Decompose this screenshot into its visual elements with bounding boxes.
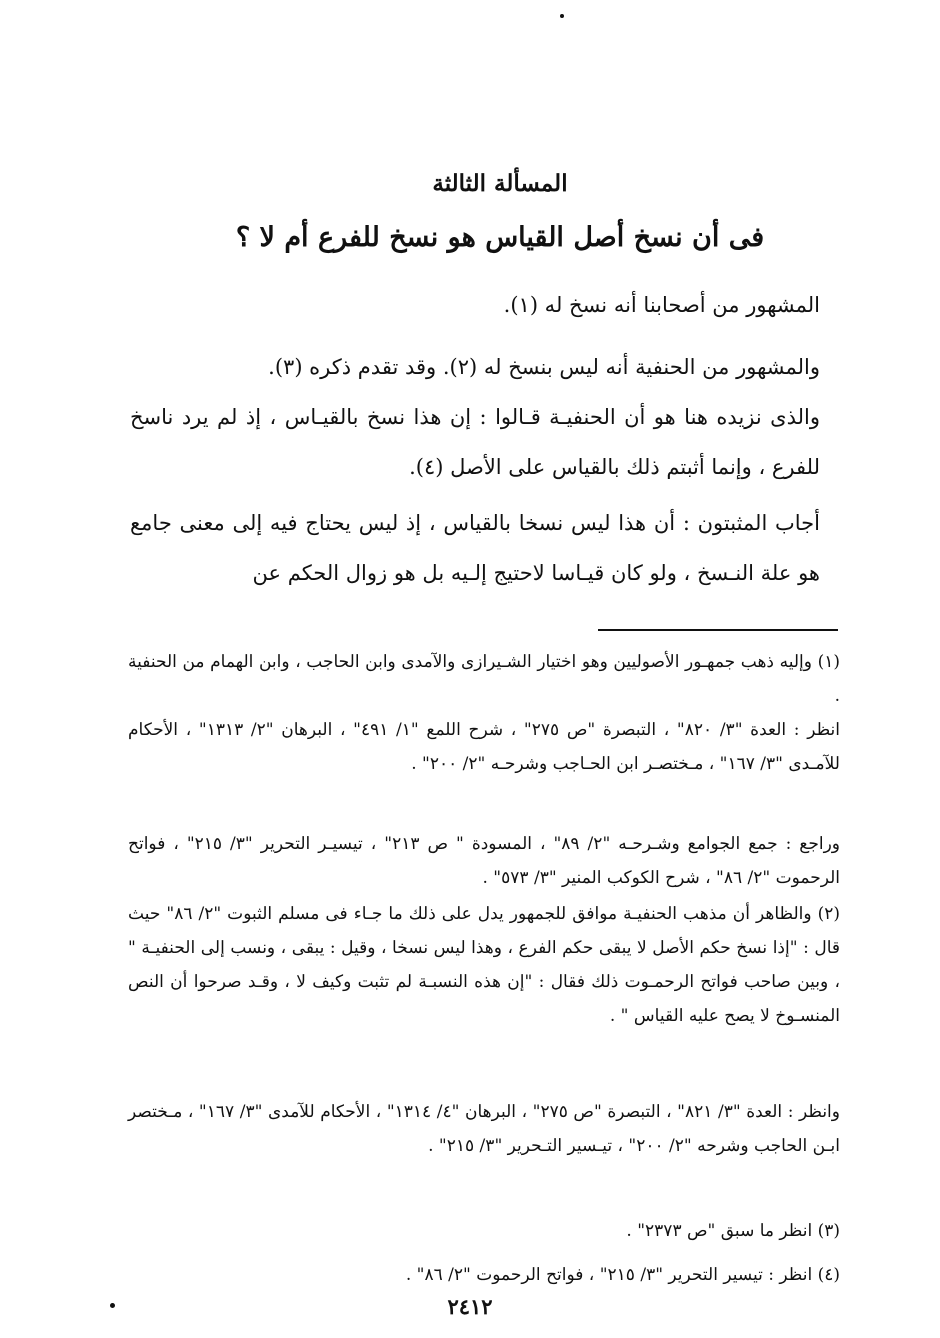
paragraph-1: المشهور من أصحابنا أنه نسخ له (١). <box>503 293 820 317</box>
page-number: ٢٤١٢ <box>447 1294 493 1319</box>
footnote-4: (٤) انظر : تيسير التحرير "٣/ ٢١٥" ، فواتح الرحموت "٢/ ٨٦" . <box>405 1265 840 1285</box>
footnote-3: (٣) انظر ما سبق "ص ٢٣٧٣" . <box>626 1221 840 1241</box>
paragraph-3: والذى نزيده هنا هو أن الحنفيـة قـالوا : إن هذا نسخ بالقيـاس ، إذ لم يرد ناسخ للفرع ، وإنما أثبتم ذلك بالقياس على الأصل (٤). <box>130 405 820 479</box>
paragraph-4: أجاب المثبتون : أن هذا ليس نسخا بالقياس ، إذ ليس يحتاج فيه إلى معنى جامع هو علة النـسخ ، ولو كان قيـاسا لاحتيج إلـيه بل هو زوال الحكم عن <box>130 511 820 585</box>
footnote-2-references: وانظر : العدة "٣/ ٨٢١" ، التبصرة "ص ٢٧٥" ، البرهان "٤/ ١٣١٤" ، الأحكام للآمدى "٣/ ١٦٧" ، مـختصر ابـن الحاجب وشرحه "٢/ ٢٠٠" ، تيـسير التـحرير "٣/ ٢١٥" . <box>128 1102 840 1156</box>
footnote-2: (٢) والظاهر أن مذهب الحنفيـة موافق للجمهور يدل على ذلك ما جـاء فى مسلم الثبوت "٢/ ٨٦" حيث قال : "إذا نسخ حكم الأصل لا يبقى حكم الفرع ، وهذا ليس نسخا ، وقيل : يبقى ، ونسب إلى الحنفيـة " ، وبين صاحب فواتح الرحمـوت ذلك فقال : "إن هذه النسبـة لم تثبت وكيف لا ، وقـد صرحوا أن النص المنسـوخ لا يصح عليه القياس " . <box>128 904 840 1026</box>
paragraph-2: والمشهور من الحنفية أنه ليس بنسخ له (٢). وقد تقدم ذكره (٣). <box>268 355 820 379</box>
scan-speck-bottom <box>110 1303 115 1308</box>
footnote-1-references: انظر : العدة "٣/ ٨٢٠" ، التبصرة "ص ٢٧٥" ، شرح اللمع "١/ ٤٩١" ، البرهان "٢/ ١٣١٣" ، الأحكام للآمـدى "٣/ ١٦٧" ، مـختصـر ابن الحـاجب وشرحـه "٢/ ٢٠٠" . <box>128 720 840 774</box>
footnote-1: (١) وإليه ذهب جمهـور الأصوليين وهو اختيار الشـيرازى والآمدى وابن الحاجب ، وابن الهمام من الحنفية . <box>128 652 840 706</box>
section-title: المسألة الثالثة <box>432 170 568 197</box>
footnote-1-further-references: وراجع : جمع الجوامع وشـرحـه "٢/ ٨٩" ، المسودة " ص ٢١٣" ، تيسيـر التحرير "٣/ ٢١٥" ، فواتح الرحموت "٢/ ٨٦" ، شرح الكوكب المنير "٣/ ٥٧٣" . <box>128 834 841 888</box>
footnote-separator <box>598 629 838 631</box>
question-title: فى أن نسخ أصل القياس هو نسخ للفرع أم لا ؟ <box>235 222 765 253</box>
scan-speck-top <box>560 14 564 18</box>
